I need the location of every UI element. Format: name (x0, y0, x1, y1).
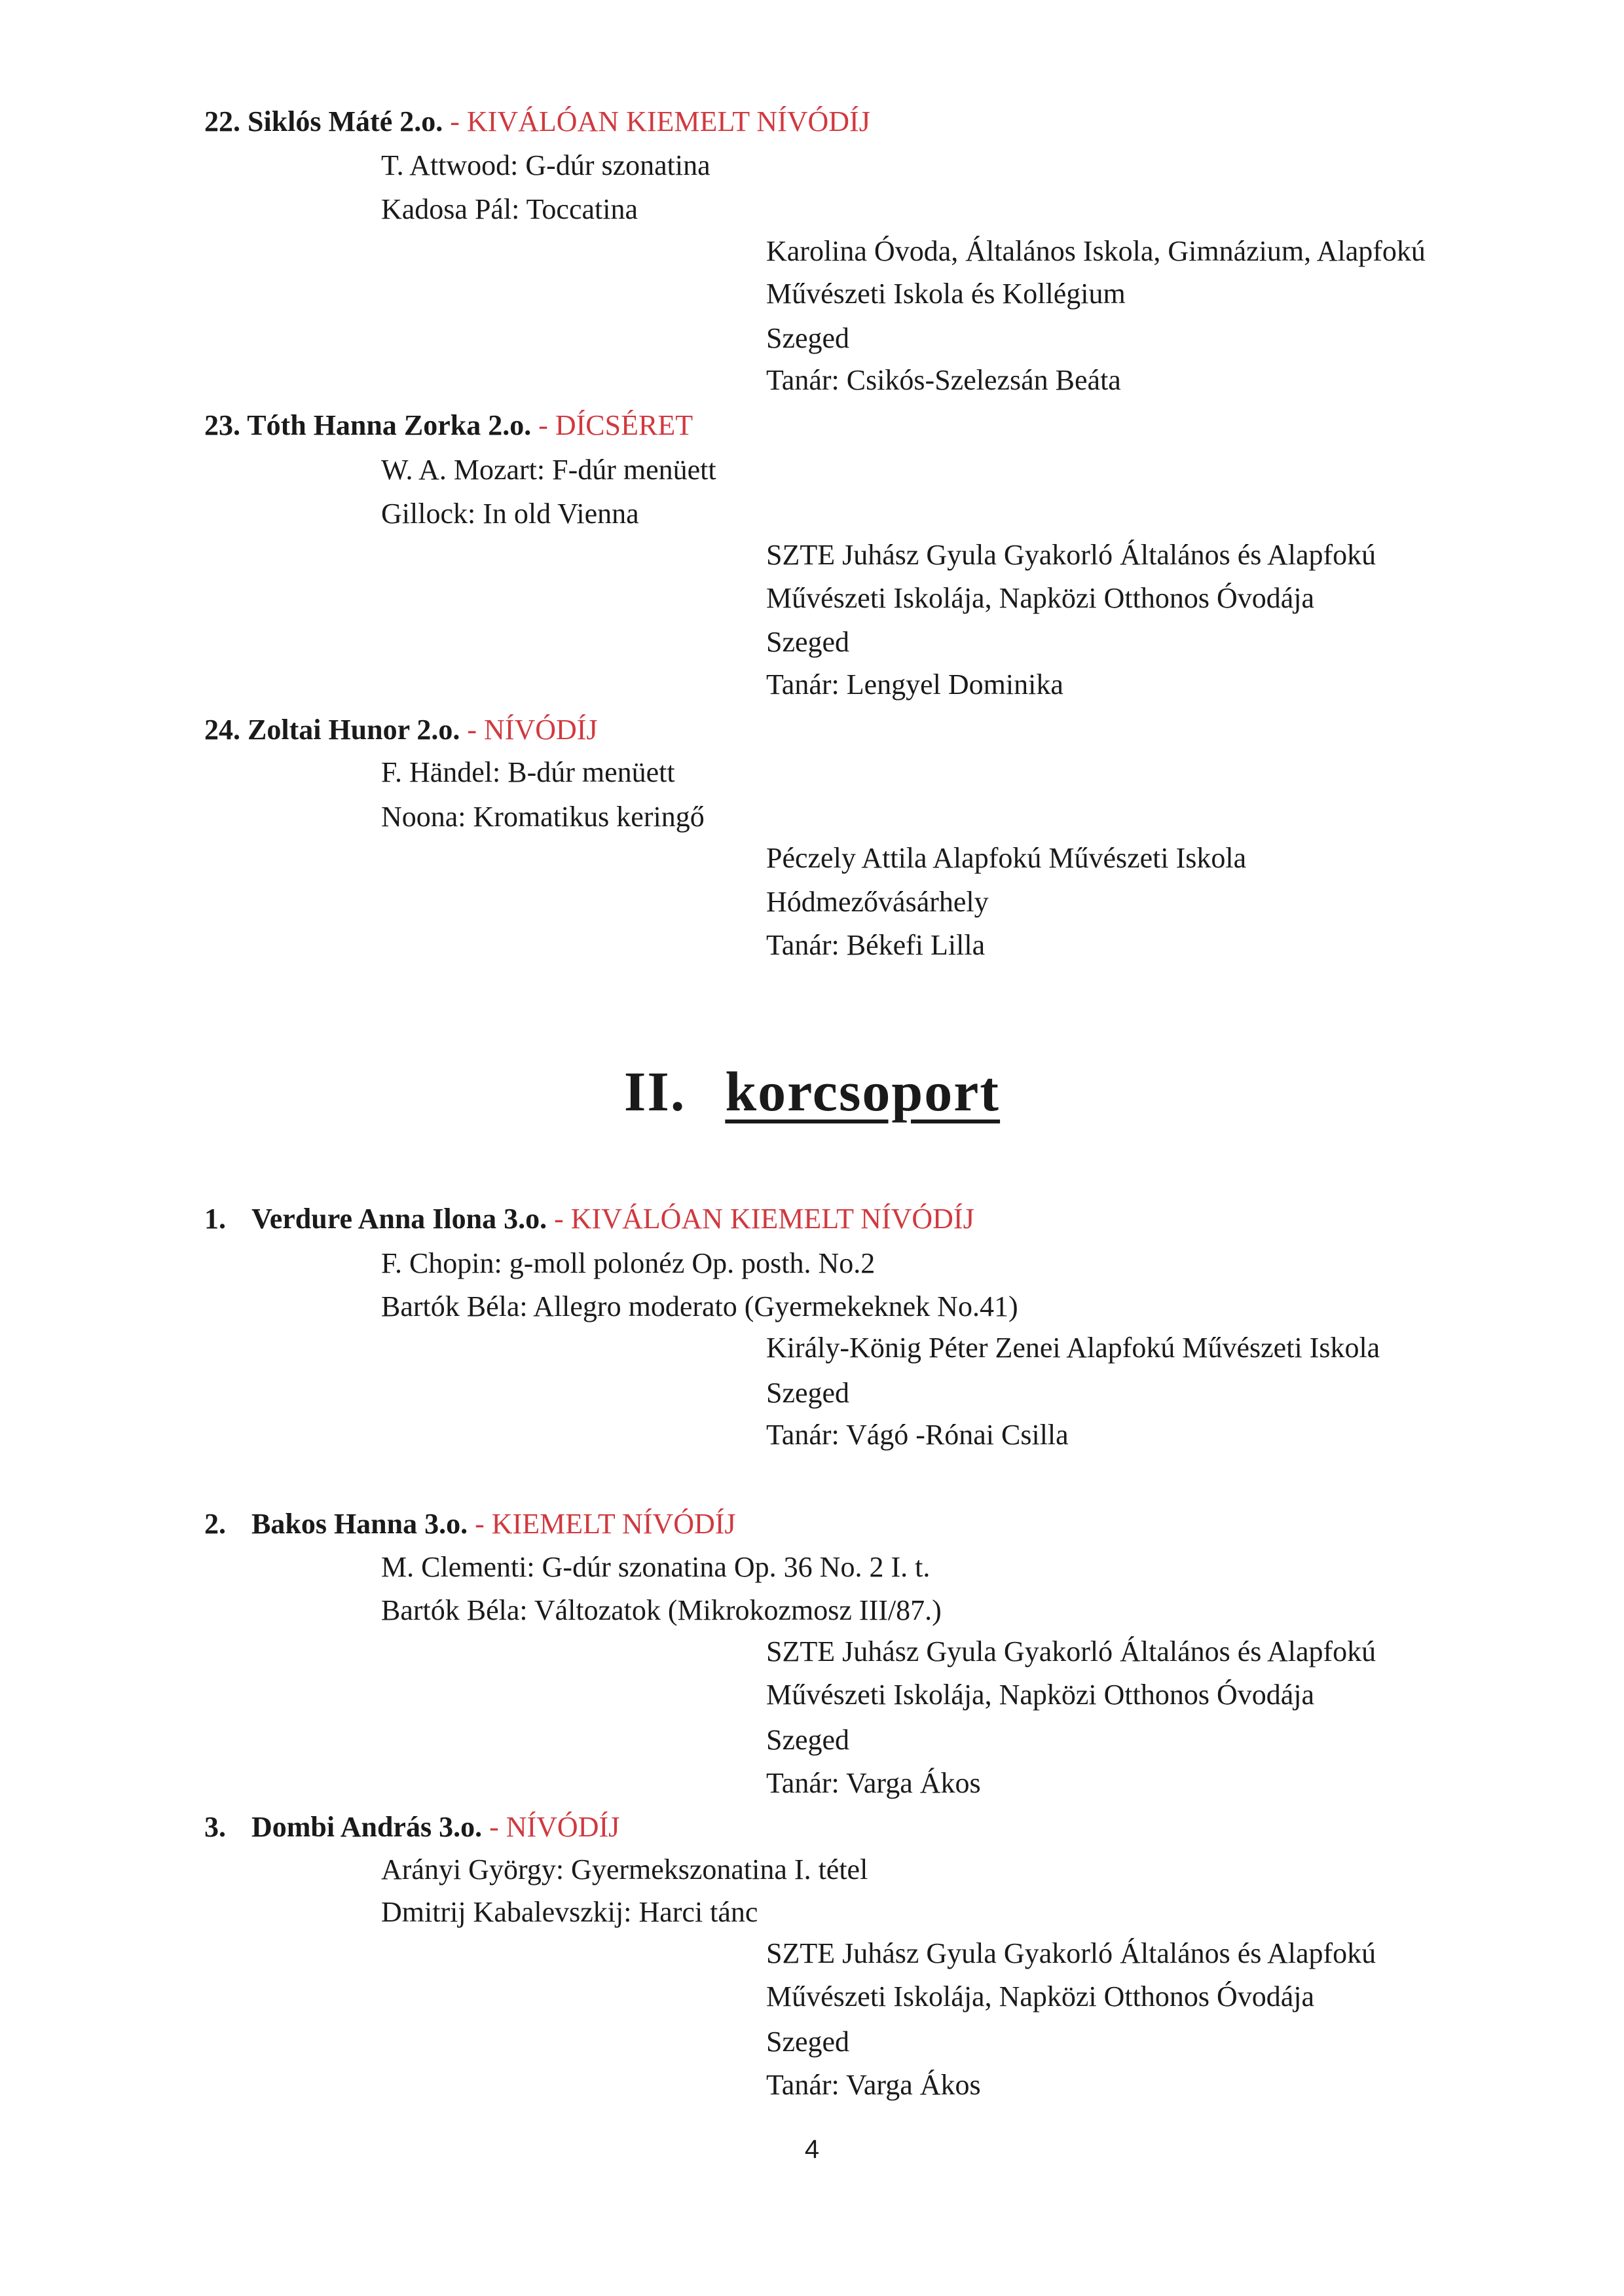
entry-number: 1. (204, 1203, 226, 1235)
entry-number: 23. (204, 409, 240, 441)
teacher-line: Tanár: Csikós-Szelezsán Beáta (766, 364, 1121, 396)
school-line: Művészeti Iskolája, Napközi Otthonos Óvodája (766, 1679, 1315, 1711)
section-title-word: korcsoport (725, 1060, 1001, 1123)
entry-number: 24. (204, 714, 240, 746)
school-line: SZTE Juhász Gyula Gyakorló Általános és Alapfokú (766, 1635, 1376, 1667)
piece: T. Attwood: G-dúr szonatina (381, 149, 710, 181)
page-number: 4 (804, 2135, 820, 2164)
contestant-name: Bakos Hanna 3.o. (251, 1508, 468, 1540)
entry-heading (204, 1201, 974, 1237)
entry-number: 22. (204, 105, 240, 137)
piece: F. Chopin: g-moll polonéz Op. posth. No.2 (381, 1247, 876, 1279)
school-line: Szeged (766, 626, 850, 658)
school-line: Művészeti Iskola és Kollégium (766, 278, 1126, 310)
piece: Bartók Béla: Változatok (Mikrokozmosz III/87.) (381, 1594, 942, 1626)
piece: Arányi György: Gyermekszonatina I. tétel (381, 1853, 868, 1886)
contestant-name: Verdure Anna Ilona 3.o. (251, 1203, 547, 1235)
piece: Kadosa Pál: Toccatina (381, 193, 638, 225)
entry-heading (204, 407, 693, 444)
piece: F. Händel: B-dúr menüett (381, 756, 675, 788)
piece: M. Clementi: G-dúr szonatina Op. 36 No. 2 I. t. (381, 1551, 931, 1583)
school-line: SZTE Juhász Gyula Gyakorló Általános és Alapfokú (766, 1937, 1376, 1969)
piece: W. A. Mozart: F-dúr menüett (381, 454, 716, 486)
teacher-line: Tanár: Vágó -Rónai Csilla (766, 1419, 1069, 1451)
school-line: Szeged (766, 322, 850, 354)
teacher-line: Tanár: Varga Ákos (766, 2069, 981, 2101)
school-line: Hódmezővásárhely (766, 886, 989, 918)
entry-number: 2. (204, 1508, 226, 1540)
piece: Gillock: In old Vienna (381, 498, 639, 530)
school-line: Király-König Péter Zenei Alapfokú Művészeti Iskola (766, 1332, 1380, 1364)
entry-heading (204, 103, 870, 140)
piece: Dmitrij Kabalevszkij: Harci tánc (381, 1896, 758, 1928)
award-label: - KIVÁLÓAN KIEMELT NÍVÓDÍJ (443, 105, 870, 137)
section-heading (0, 1055, 1624, 1127)
teacher-line: Tanár: Varga Ákos (766, 1767, 981, 1799)
piece: Noona: Kromatikus keringő (381, 801, 705, 833)
teacher-line: Tanár: Lengyel Dominika (766, 668, 1063, 701)
teacher-line: Tanár: Békefi Lilla (766, 929, 986, 961)
school-line: SZTE Juhász Gyula Gyakorló Általános és Alapfokú (766, 539, 1376, 571)
entry-heading (204, 1506, 736, 1542)
section-roman-numeral: II. (623, 1060, 686, 1123)
entry-number: 3. (204, 1811, 226, 1843)
entry-heading (204, 712, 598, 748)
contestant-name: Siklós Máté 2.o. (248, 105, 443, 137)
contestant-name: Dombi András 3.o. (251, 1811, 483, 1843)
contestant-name: Tóth Hanna Zorka 2.o. (247, 409, 532, 441)
school-line: Művészeti Iskolája, Napközi Otthonos Óvodája (766, 1980, 1315, 2013)
award-label: - NÍVÓDÍJ (460, 714, 598, 746)
school-line: Szeged (766, 1724, 850, 1756)
award-label: - KIEMELT NÍVÓDÍJ (468, 1508, 736, 1540)
school-line: Péczely Attila Alapfokú Művészeti Iskola (766, 842, 1247, 874)
school-line: Szeged (766, 2026, 850, 2058)
contestant-name: Zoltai Hunor 2.o. (248, 714, 460, 746)
school-line: Művészeti Iskolája, Napközi Otthonos Óvodája (766, 582, 1315, 614)
entry-heading (204, 1809, 619, 1846)
award-label: - DÍCSÉRET (531, 409, 693, 441)
school-line: Szeged (766, 1377, 850, 1409)
piece: Bartók Béla: Allegro moderato (Gyermekeknek No.41) (381, 1290, 1018, 1322)
school-line: Karolina Óvoda, Általános Iskola, Gimnázium, Alapfokú (766, 235, 1426, 267)
award-label: - KIVÁLÓAN KIEMELT NÍVÓDÍJ (547, 1203, 974, 1235)
award-label: - NÍVÓDÍJ (482, 1811, 620, 1843)
